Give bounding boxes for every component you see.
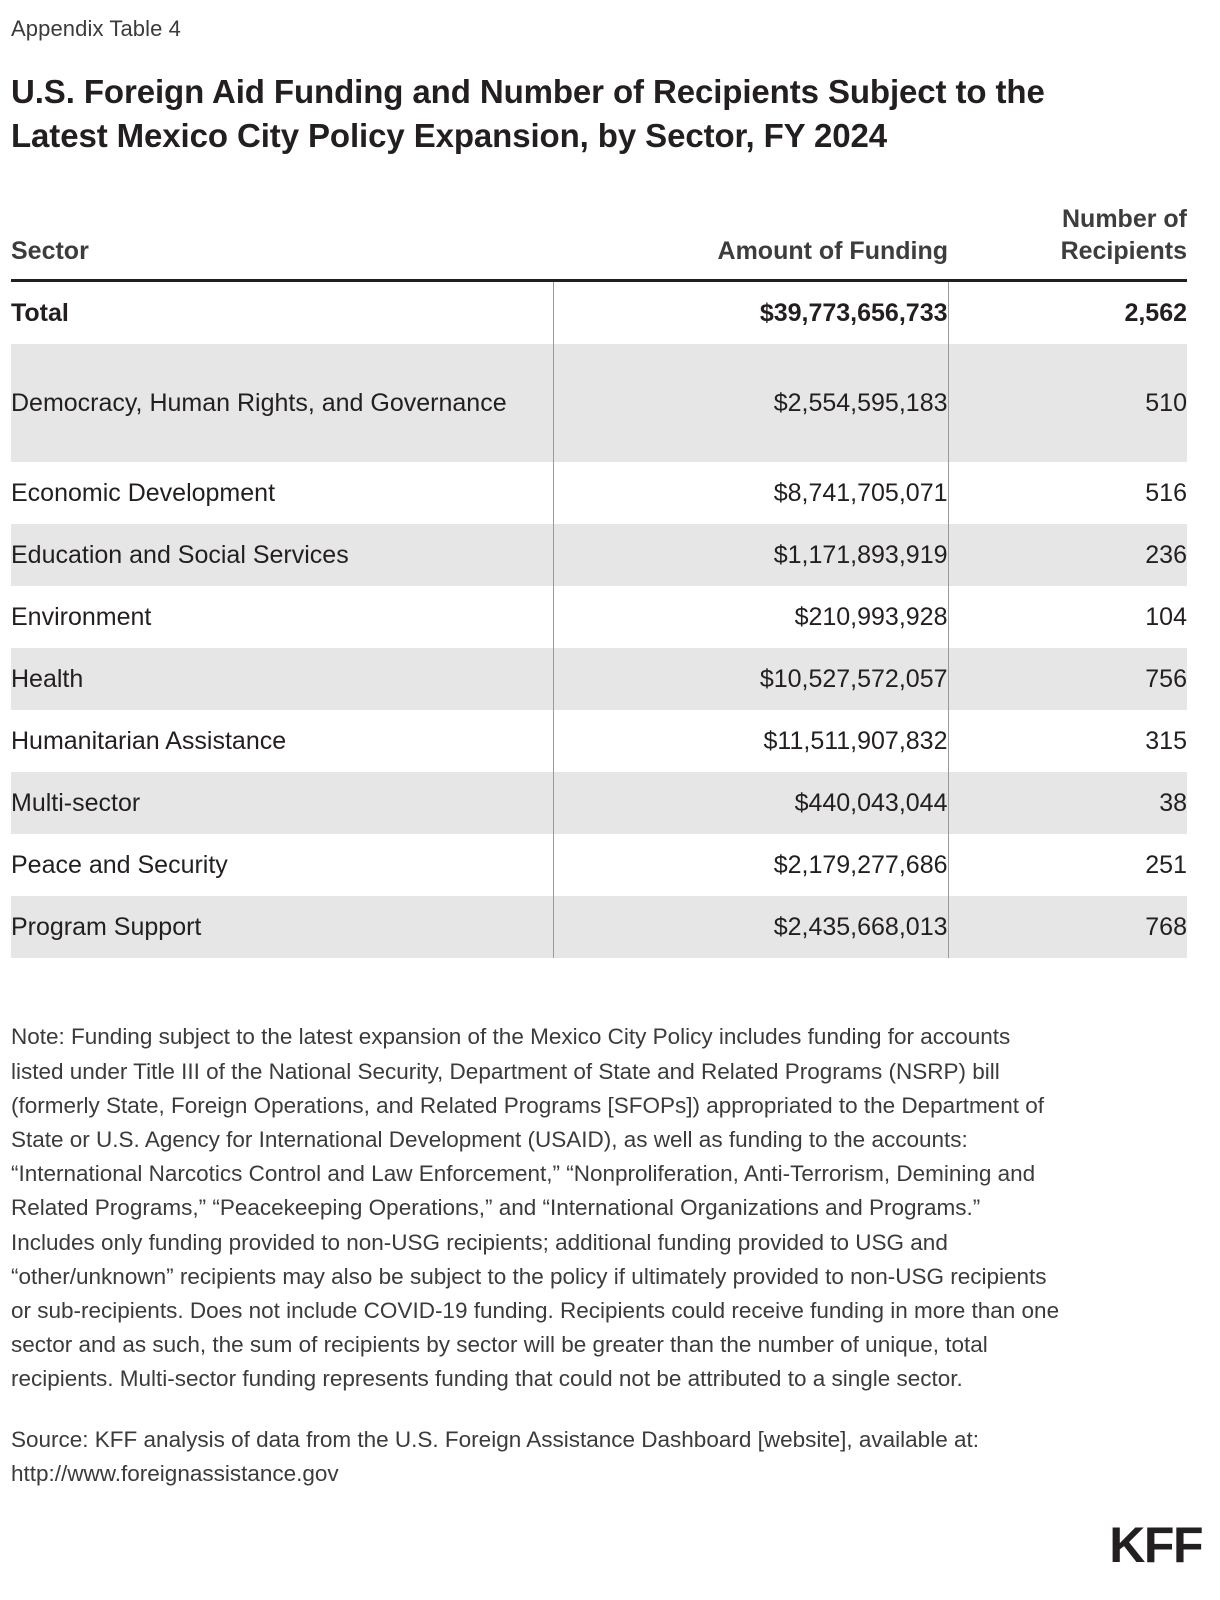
cell-recipients: 236 — [948, 524, 1187, 586]
cell-recipients: 104 — [948, 586, 1187, 648]
cell-sector: Total — [11, 299, 69, 328]
table-row — [11, 281, 1187, 345]
column-header-recipients — [948, 203, 1187, 281]
kff-logo: KFF — [1109, 1517, 1202, 1573]
column-header-sector: Sector — [11, 203, 553, 281]
table-header — [11, 203, 1187, 281]
table-row — [11, 772, 1187, 834]
table-note: Note: Funding subject to the latest expansion of the Mexico City Policy includes funding for accounts listed under Title III of the National Security, Department of State and Related Programs (NSRP) bill (formerly State, Foreign Operations, and Related Programs [SFOPs]) appropriated to the Department of State or U.S. Agency for International Development (USAID), as well as funding to the accounts: “International Narcotics Control and Law Enforcement,” “Nonproliferation, Anti-Terrorism, Demining and Related Programs,” “Peacekeeping Operations,” and “International Organizations and Programs.” Includes only funding provided to non-USG recipients; additional funding provided to USG and “other/unknown” recipients may also be subject to the policy if ultimately provided to non-USG recipients or sub-recipients. Does not include COVID-19 funding. Recipients could receive funding in more than one sector and as such, the sum of recipients by sector will be greater than the number of unique, total recipients. Multi-sector funding represents funding that could not be attributed to a single sector. — [11, 1024, 1060, 1392]
cell-recipients: 768 — [948, 896, 1187, 958]
cell-sector: Environment — [11, 603, 152, 632]
table-row — [11, 896, 1187, 958]
table-container — [11, 203, 1209, 958]
funding-table — [11, 203, 1187, 958]
cell-funding: $2,554,595,183 — [553, 344, 948, 462]
page-title: U.S. Foreign Aid Funding and Number of Recipients Subject to the Latest Mexico City Policy Expansion, by Sector, FY 2024 — [11, 73, 1045, 154]
cell-funding: $10,527,572,057 — [553, 648, 948, 710]
cell-funding: $2,179,277,686 — [553, 834, 948, 896]
appendix-label: Appendix Table 4 — [11, 16, 181, 41]
footnotes — [11, 1020, 1066, 1490]
cell-funding: $8,741,705,071 — [553, 462, 948, 524]
cell-recipients: 2,562 — [948, 281, 1187, 345]
cell-sector: Education and Social Services — [11, 524, 553, 586]
cell-sector: Economic Development — [11, 479, 276, 508]
table-source: Source: KFF analysis of data from the U.S. Foreign Assistance Dashboard [website], available at: http://www.foreignassistance.gov — [11, 1426, 979, 1486]
cell-sector: Program Support — [11, 896, 553, 958]
table-row — [11, 834, 1187, 896]
table-row — [11, 524, 1187, 586]
cell-funding: $1,171,893,919 — [553, 524, 948, 586]
table-row — [11, 462, 1187, 524]
cell-sector: Peace and Security — [11, 851, 228, 880]
table-row — [11, 710, 1187, 772]
cell-recipients: 510 — [948, 344, 1187, 462]
cell-funding: $39,773,656,733 — [553, 281, 948, 345]
cell-recipients: 38 — [948, 772, 1187, 834]
column-header-recipients-line1: Number of — [1062, 205, 1187, 234]
cell-funding: $440,043,044 — [553, 772, 948, 834]
cell-recipients: 251 — [948, 834, 1187, 896]
cell-funding: $11,511,907,832 — [553, 710, 948, 772]
header-row — [11, 203, 1187, 281]
column-header-funding: Amount of Funding — [553, 203, 948, 281]
cell-recipients: 315 — [948, 710, 1187, 772]
column-header-recipients-line2: Recipients — [1060, 237, 1187, 266]
cell-sector: Democracy, Human Rights, and Governance — [11, 344, 553, 462]
table-row — [11, 648, 1187, 710]
cell-sector: Humanitarian Assistance — [11, 727, 287, 756]
cell-sector: Health — [11, 648, 553, 710]
table-row — [11, 586, 1187, 648]
cell-funding: $210,993,928 — [553, 586, 948, 648]
cell-funding: $2,435,668,013 — [553, 896, 948, 958]
cell-recipients: 516 — [948, 462, 1187, 524]
table-body — [11, 281, 1187, 959]
table-row — [11, 344, 1187, 462]
cell-sector: Multi-sector — [11, 772, 553, 834]
cell-recipients: 756 — [948, 648, 1187, 710]
